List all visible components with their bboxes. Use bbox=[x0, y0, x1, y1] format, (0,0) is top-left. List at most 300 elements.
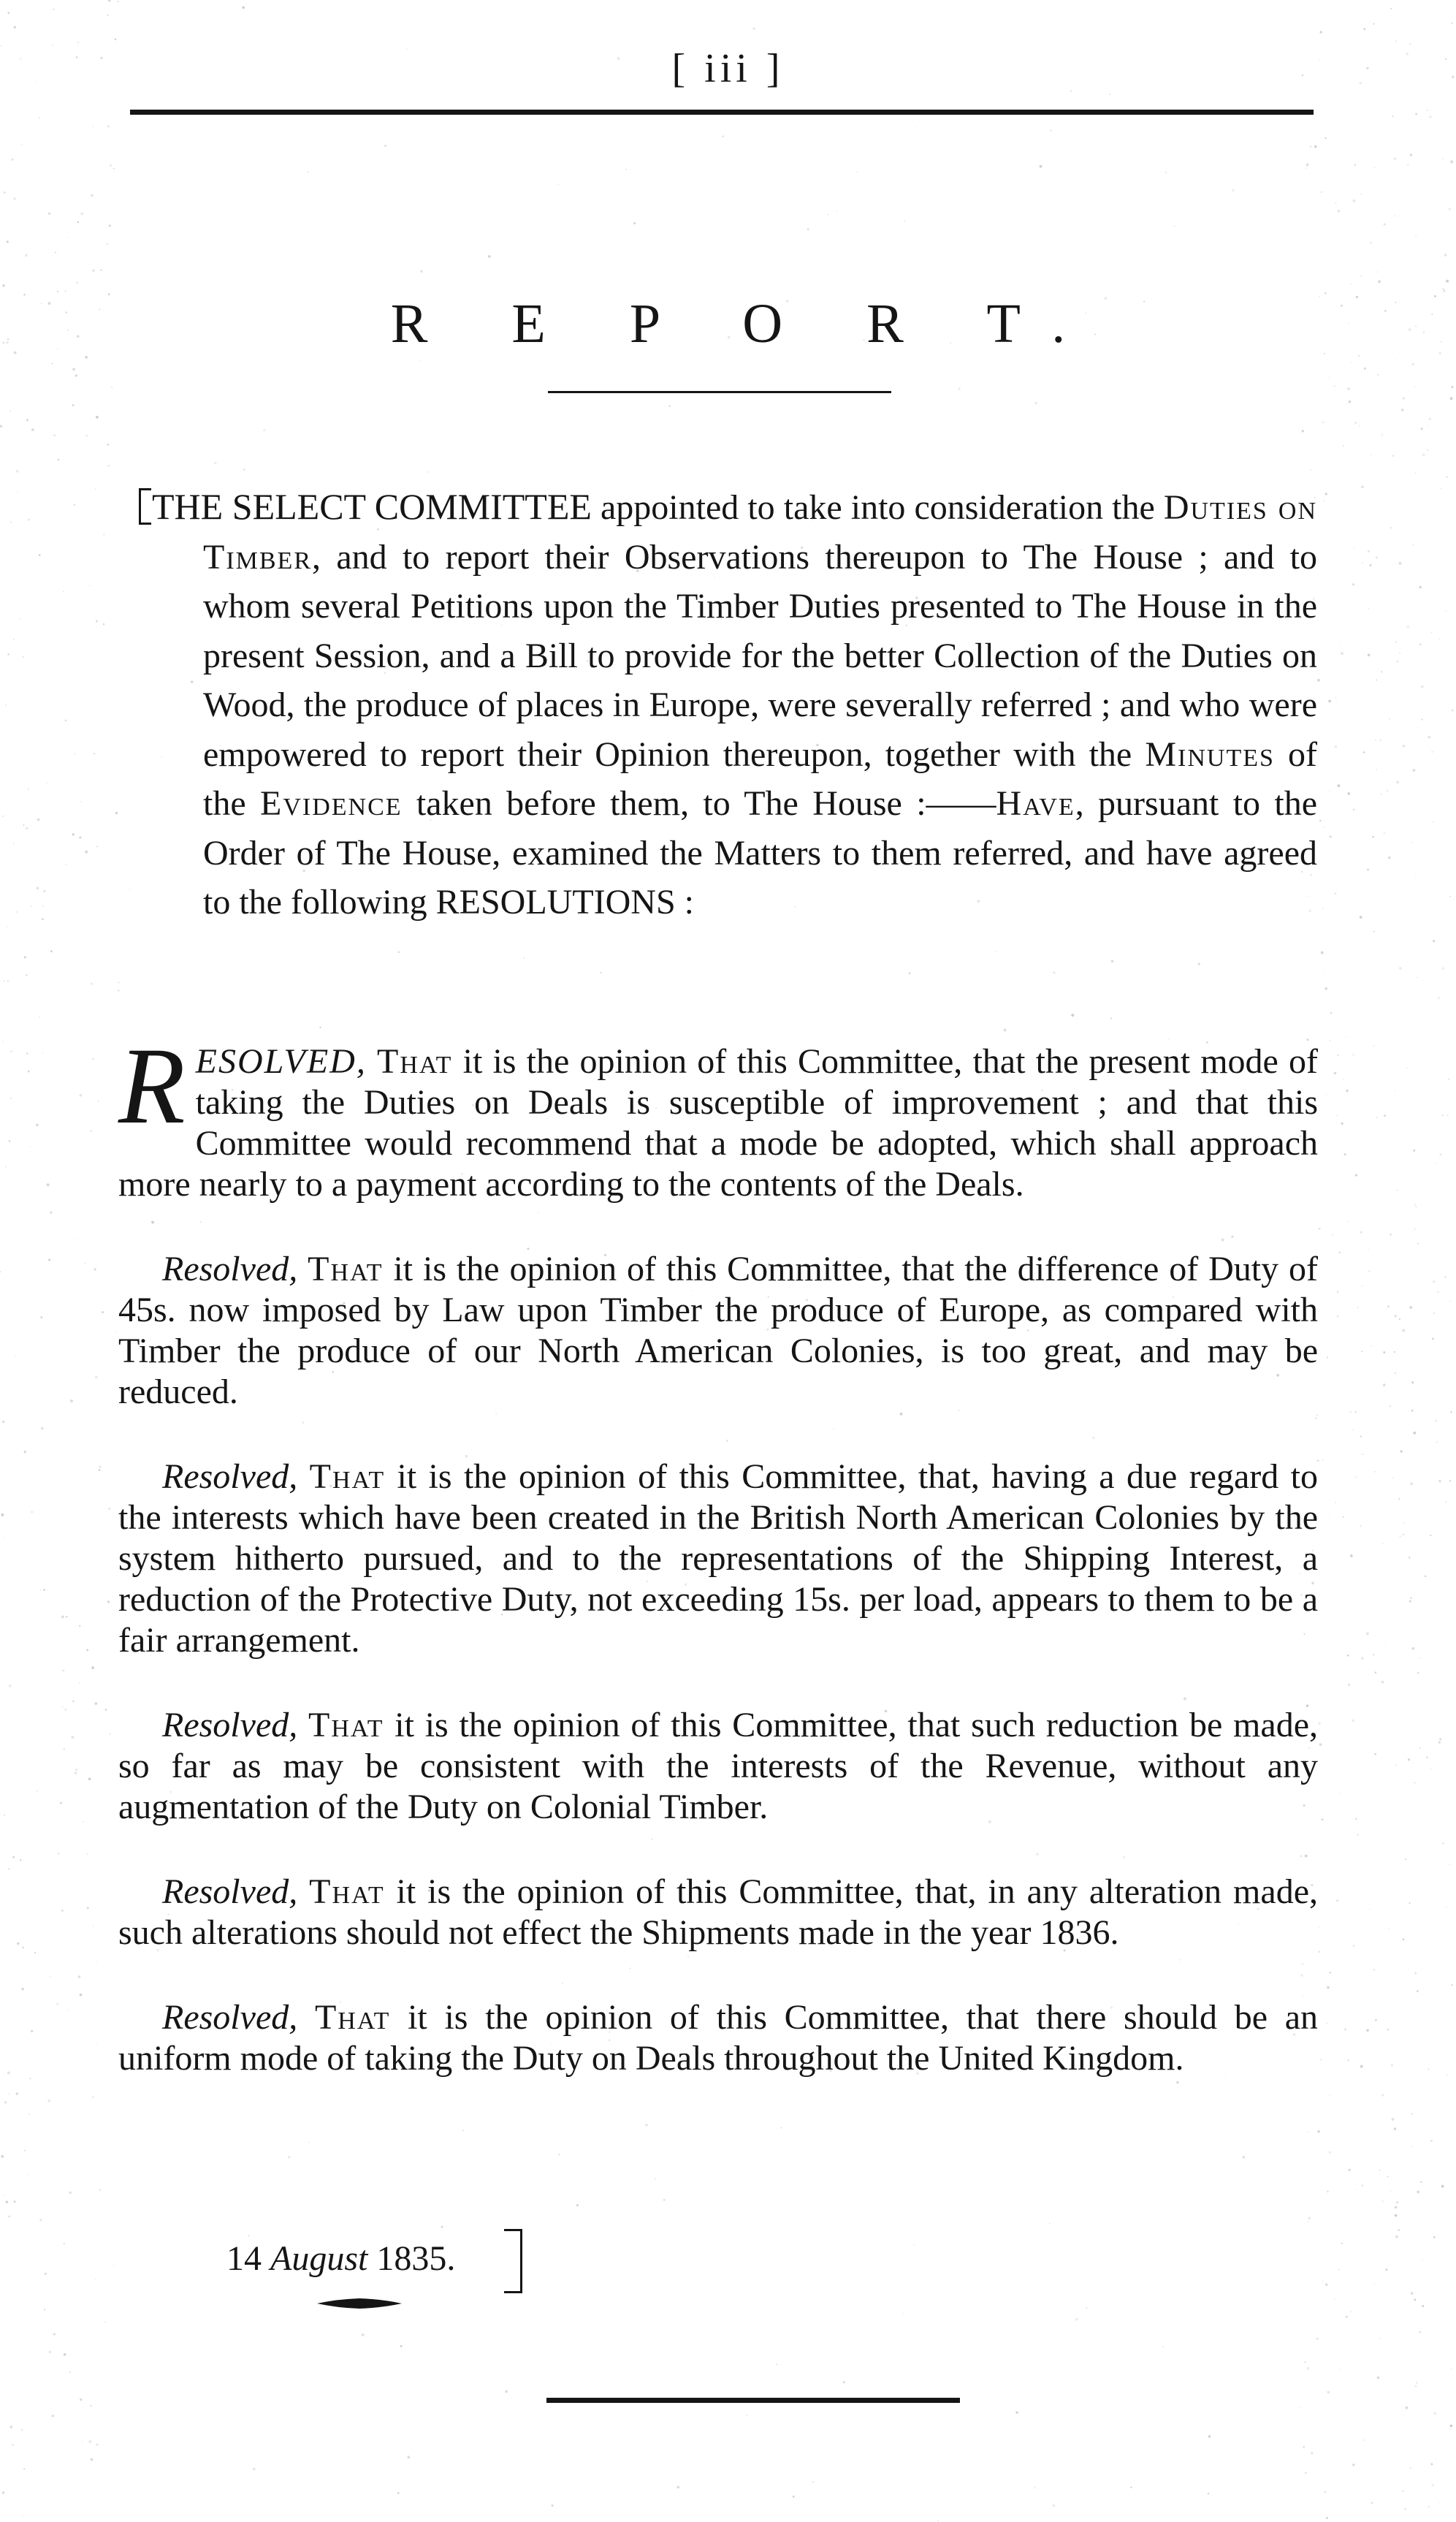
speckle-dot bbox=[1398, 2229, 1400, 2231]
speckle-dot bbox=[1450, 2425, 1453, 2428]
speckle-dot bbox=[39, 117, 40, 118]
speckle-dot bbox=[99, 2189, 101, 2190]
speckle-dot bbox=[1431, 751, 1433, 753]
speckle-dot bbox=[1384, 1114, 1386, 1117]
speckle-dot bbox=[21, 2429, 23, 2431]
speckle-dot bbox=[1392, 115, 1394, 117]
speckle-dot bbox=[24, 956, 26, 958]
speckle-dot bbox=[1403, 1522, 1405, 1524]
speckle-dot bbox=[116, 1332, 118, 1333]
speckle-dot bbox=[1340, 643, 1341, 644]
speckle-dot bbox=[1414, 1972, 1417, 1975]
speckle-dot bbox=[1318, 1951, 1320, 1953]
speckle-dot bbox=[51, 2415, 53, 2417]
speckle-dot bbox=[7, 653, 9, 656]
speckle-dot bbox=[1333, 385, 1335, 387]
speckle-dot bbox=[1356, 2189, 1357, 2190]
speckle-dot bbox=[1419, 643, 1422, 645]
speckle-dot bbox=[1390, 2191, 1391, 2192]
speckle-dot bbox=[362, 2333, 365, 2336]
speckle-dot bbox=[807, 228, 809, 230]
speckle-dot bbox=[66, 1616, 67, 1617]
speckle-dot bbox=[1053, 2504, 1055, 2507]
speckle-dot bbox=[1353, 809, 1354, 810]
speckle-dot bbox=[89, 2440, 92, 2443]
speckle-dot bbox=[1362, 562, 1363, 563]
speckle-dot bbox=[4, 981, 5, 982]
speckle-dot bbox=[625, 169, 626, 170]
speckle-dot bbox=[1352, 583, 1354, 585]
speckle-dot bbox=[1305, 2472, 1307, 2474]
speckle-dot bbox=[72, 1736, 75, 1739]
speckle-dot bbox=[77, 42, 79, 43]
speckle-dot bbox=[1308, 2217, 1311, 2219]
speckle-dot bbox=[248, 2235, 250, 2236]
speckle-dot bbox=[1352, 1054, 1354, 1056]
speckle-dot bbox=[43, 1589, 45, 1591]
speckle-dot bbox=[1, 1513, 4, 1516]
speckle-dot bbox=[1419, 586, 1422, 589]
speckle-dot bbox=[777, 2364, 778, 2366]
speckle-dot bbox=[0, 425, 2, 428]
speckle-dot bbox=[3, 1535, 4, 1537]
speckle-dot bbox=[53, 434, 56, 436]
speckle-dot bbox=[64, 1748, 65, 1750]
speckle-dot bbox=[1451, 386, 1453, 388]
speckle-dot bbox=[1375, 740, 1376, 741]
speckle-dot bbox=[1389, 718, 1390, 720]
speckle-dot bbox=[86, 435, 88, 437]
speckle-dot bbox=[26, 827, 28, 829]
speckle-dot bbox=[1346, 1036, 1347, 1038]
speckle-dot bbox=[1390, 8, 1392, 10]
speckle-dot bbox=[13, 843, 14, 844]
speckle-dot bbox=[1392, 2118, 1395, 2121]
speckle-dot bbox=[1348, 1684, 1350, 1686]
speckle-dot bbox=[29, 2078, 31, 2080]
speckle-dot bbox=[1448, 208, 1451, 211]
speckle-dot bbox=[72, 368, 75, 371]
speckle-dot bbox=[633, 222, 636, 224]
speckle-dot bbox=[1408, 1758, 1410, 1761]
speckle-dot bbox=[1341, 1123, 1343, 1125]
speckle-dot bbox=[1130, 2487, 1132, 2488]
speckle-dot bbox=[79, 836, 81, 838]
speckle-dot bbox=[781, 2127, 782, 2129]
speckle-dot bbox=[1395, 41, 1396, 42]
speckle-dot bbox=[1403, 398, 1405, 400]
speckle-dot bbox=[99, 1466, 101, 1467]
speckle-dot bbox=[408, 2455, 411, 2458]
speckle-dot bbox=[1337, 1291, 1338, 1293]
speckle-dot bbox=[308, 2142, 310, 2143]
speckle-dot bbox=[1322, 2281, 1323, 2282]
speckle-dot bbox=[1399, 1318, 1400, 1320]
speckle-dot bbox=[1444, 1276, 1446, 1277]
speckle-dot bbox=[10, 1050, 12, 1052]
speckle-dot bbox=[1322, 973, 1323, 974]
speckle-dot bbox=[1350, 1411, 1352, 1413]
speckle-dot bbox=[45, 2273, 47, 2275]
speckle-dot bbox=[1374, 167, 1376, 169]
speckle-dot bbox=[1337, 1315, 1339, 1318]
speckle-dot bbox=[13, 197, 16, 200]
speckle-dot bbox=[1400, 1450, 1403, 1452]
speckle-dot bbox=[1319, 1723, 1321, 1725]
speckle-dot bbox=[19, 618, 20, 620]
speckle-dot bbox=[1395, 1764, 1397, 1766]
speckle-dot bbox=[654, 2178, 655, 2179]
speckle-dot bbox=[1243, 2156, 1246, 2159]
speckle-dot bbox=[8, 1868, 9, 1869]
speckle-dot bbox=[93, 126, 94, 127]
resolution-text: it is the opinion of this Committee, that, in any alteration made, such alterations should not effect the Shipments made in the year 1836. bbox=[118, 1872, 1319, 1952]
speckle-dot bbox=[1450, 1301, 1452, 1302]
resolutions-list bbox=[118, 1025, 1319, 2123]
speckle-dot bbox=[903, 2313, 904, 2314]
speckle-dot bbox=[1341, 2242, 1343, 2244]
speckle-dot bbox=[13, 639, 15, 641]
speckle-dot bbox=[14, 26, 16, 29]
speckle-dot bbox=[1415, 113, 1417, 115]
speckle-dot bbox=[1368, 1270, 1370, 1272]
speckle-dot bbox=[1332, 1234, 1333, 1236]
speckle-dot bbox=[74, 504, 76, 506]
speckle-dot bbox=[22, 2515, 23, 2517]
speckle-dot bbox=[1449, 896, 1451, 897]
speckle-dot bbox=[55, 251, 56, 253]
speckle-dot bbox=[1363, 28, 1365, 30]
speckle-dot bbox=[1409, 1557, 1411, 1559]
resolution-that: That bbox=[309, 1457, 386, 1496]
speckle-dot bbox=[1328, 699, 1331, 702]
speckle-dot bbox=[1433, 1313, 1435, 1314]
speckle-dot bbox=[37, 887, 39, 890]
speckle-dot bbox=[1448, 1078, 1450, 1080]
speckle-dot bbox=[9, 1140, 11, 1142]
speckle-dot bbox=[1308, 2221, 1309, 2222]
speckle-dot bbox=[1344, 2029, 1346, 2030]
speckle-dot bbox=[663, 2199, 666, 2201]
resolution-label: Resolved, bbox=[162, 1998, 298, 2037]
speckle-dot bbox=[1387, 1306, 1390, 1308]
speckle-dot bbox=[1419, 2331, 1420, 2333]
speckle-dot bbox=[1357, 1462, 1358, 1463]
speckle-dot bbox=[77, 221, 80, 224]
speckle-dot bbox=[1430, 1768, 1432, 1769]
speckle-dot bbox=[42, 905, 44, 907]
intro-text-5: , pursuant to the Order of The House, examined the Matters to them referred, and have agreed to the following RESOLUTIONS : bbox=[203, 784, 1318, 922]
speckle-dot bbox=[1446, 280, 1449, 283]
speckle-dot bbox=[21, 144, 23, 145]
speckle-dot bbox=[1377, 271, 1378, 272]
speckle-dot bbox=[1364, 368, 1366, 370]
speckle-dot bbox=[427, 471, 428, 473]
speckle-dot bbox=[77, 282, 78, 284]
speckle-dot bbox=[113, 167, 115, 169]
speckle-dot bbox=[14, 2200, 16, 2203]
speckle-dot bbox=[1411, 1597, 1412, 1598]
speckle-dot bbox=[1414, 1782, 1416, 1784]
speckle-dot bbox=[1322, 1818, 1324, 1820]
speckle-dot bbox=[103, 623, 104, 625]
speckle-dot bbox=[1441, 1114, 1444, 1117]
speckle-dot bbox=[91, 983, 93, 985]
resolution-2 bbox=[118, 1249, 1318, 1413]
speckle-dot bbox=[1405, 2508, 1406, 2510]
speckle-dot bbox=[996, 952, 998, 953]
intro-evidence-word: Evidence bbox=[260, 784, 403, 823]
speckle-dot bbox=[1354, 164, 1356, 166]
speckle-dot bbox=[937, 2520, 939, 2521]
speckle-dot bbox=[1412, 1647, 1414, 1649]
intro-paragraph bbox=[152, 482, 1317, 927]
speckle-dot bbox=[1232, 189, 1235, 192]
speckle-dot bbox=[62, 1670, 64, 1672]
speckle-dot bbox=[1419, 1747, 1421, 1749]
speckle-dot bbox=[22, 1947, 23, 1948]
speckle-dot bbox=[72, 404, 75, 406]
speckle-dot bbox=[524, 958, 525, 959]
speckle-dot bbox=[1421, 685, 1424, 688]
speckle-dot bbox=[1360, 2065, 1363, 2068]
speckle-dot bbox=[1417, 1672, 1419, 1674]
speckle-dot bbox=[58, 1853, 60, 1855]
intro-lead: THE SELECT COMMITTEE bbox=[152, 486, 592, 527]
speckle-dot bbox=[1326, 2517, 1328, 2519]
speckle-dot bbox=[1324, 137, 1327, 140]
speckle-dot bbox=[1447, 1114, 1449, 1116]
speckle-dot bbox=[1406, 1067, 1408, 1068]
speckle-dot bbox=[214, 462, 216, 464]
speckle-dot bbox=[420, 270, 423, 273]
speckle-dot bbox=[1354, 1411, 1357, 1413]
speckle-dot bbox=[1306, 167, 1307, 169]
speckle-dot bbox=[1410, 2467, 1411, 2469]
speckle-dot bbox=[93, 1925, 94, 1926]
intro-have-word: Have bbox=[996, 784, 1075, 823]
speckle-dot bbox=[1435, 1163, 1436, 1164]
speckle-dot bbox=[1324, 2491, 1327, 2493]
speckle-dot bbox=[75, 1771, 77, 1774]
speckle-dot bbox=[1374, 1471, 1376, 1473]
speckle-dot bbox=[1438, 997, 1440, 999]
speckle-dot bbox=[1384, 1642, 1385, 1643]
speckle-dot bbox=[1399, 967, 1402, 970]
speckle-dot bbox=[28, 1071, 30, 1073]
speckle-dot bbox=[113, 720, 115, 721]
speckle-dot bbox=[80, 1994, 83, 1997]
speckle-dot bbox=[1392, 455, 1395, 457]
speckle-dot bbox=[10, 521, 12, 523]
resolution-amount: 45s. bbox=[118, 1291, 176, 1329]
speckle-dot bbox=[1414, 386, 1415, 387]
speckle-dot bbox=[1369, 564, 1371, 566]
speckle-dot bbox=[7, 12, 9, 14]
speckle-dot bbox=[1329, 1972, 1331, 1974]
date-day: 14 bbox=[226, 2239, 262, 2278]
speckle-dot bbox=[79, 1682, 80, 1684]
speckle-dot bbox=[1422, 718, 1423, 720]
speckle-dot bbox=[1452, 1984, 1453, 1986]
speckle-dot bbox=[645, 2124, 648, 2127]
speckle-dot bbox=[118, 1, 119, 2]
speckle-dot bbox=[1415, 236, 1416, 237]
speckle-dot bbox=[1449, 1864, 1450, 1865]
speckle-dot bbox=[56, 2003, 58, 2005]
speckle-dot bbox=[1348, 1221, 1349, 1223]
speckle-dot bbox=[551, 2504, 553, 2507]
speckle-dot bbox=[1353, 200, 1356, 202]
speckle-dot bbox=[1317, 2130, 1319, 2132]
speckle-dot bbox=[1321, 191, 1323, 193]
speckle-dot bbox=[66, 864, 67, 865]
speckle-dot bbox=[1316, 2338, 1319, 2340]
speckle-dot bbox=[1411, 1410, 1414, 1412]
speckle-dot bbox=[110, 164, 112, 167]
speckle-dot bbox=[79, 1625, 81, 1627]
speckle-dot bbox=[109, 1733, 110, 1735]
speckle-dot bbox=[1367, 869, 1369, 871]
speckle-dot bbox=[1015, 2412, 1018, 2415]
speckle-dot bbox=[1360, 916, 1362, 919]
speckle-dot bbox=[52, 363, 53, 365]
speckle-dot bbox=[107, 1600, 110, 1603]
speckle-dot bbox=[1208, 2493, 1210, 2495]
speckle-dot bbox=[1372, 836, 1374, 838]
speckle-dot bbox=[0, 1271, 1, 1272]
speckle-dot bbox=[1417, 977, 1418, 978]
speckle-dot bbox=[4, 1815, 5, 1816]
speckle-dot bbox=[1392, 1477, 1393, 1478]
speckle-dot bbox=[1303, 2446, 1305, 2447]
speckle-dot bbox=[1402, 1533, 1404, 1535]
speckle-dot bbox=[1363, 2439, 1365, 2441]
speckle-dot bbox=[1420, 428, 1422, 430]
speckle-dot bbox=[28, 519, 30, 521]
speckle-dot bbox=[62, 1706, 63, 1707]
speckle-dot bbox=[1400, 1535, 1401, 1537]
speckle-dot bbox=[1, 2155, 4, 2158]
speckle-dot bbox=[1439, 1480, 1441, 1482]
speckle-dot bbox=[1441, 2185, 1444, 2188]
resolution-text-b: per load, appears to them to be a fair arrangement. bbox=[118, 1580, 1319, 1660]
speckle-dot bbox=[1407, 626, 1410, 628]
speckle-dot bbox=[1162, 2346, 1164, 2347]
speckle-dot bbox=[1376, 680, 1377, 681]
speckle-dot bbox=[1322, 908, 1324, 909]
speckle-dot bbox=[1338, 2269, 1340, 2271]
speckle-dot bbox=[28, 2113, 30, 2115]
speckle-dot bbox=[1411, 842, 1412, 843]
speckle-dot bbox=[1427, 449, 1428, 451]
speckle-dot bbox=[1409, 1902, 1410, 1904]
speckle-dot bbox=[9, 2426, 12, 2428]
speckle-dot bbox=[1417, 2190, 1419, 2193]
speckle-dot bbox=[111, 387, 113, 388]
speckle-dot bbox=[46, 783, 47, 784]
speckle-dot bbox=[1436, 1420, 1437, 1421]
speckle-dot bbox=[1306, 1038, 1308, 1041]
resolution-label: Resolved, bbox=[162, 1872, 298, 1911]
speckle-dot bbox=[94, 1268, 96, 1270]
speckle-dot bbox=[1336, 1899, 1338, 1902]
speckle-dot bbox=[1362, 1454, 1363, 1455]
speckle-dot bbox=[1452, 23, 1453, 24]
speckle-dot bbox=[1324, 500, 1325, 501]
speckle-dot bbox=[1323, 827, 1324, 828]
speckle-dot bbox=[95, 1376, 98, 1379]
speckle-dot bbox=[39, 554, 41, 556]
speckle-dot bbox=[1433, 821, 1434, 823]
speckle-dot bbox=[20, 1859, 21, 1861]
speckle-dot bbox=[65, 720, 67, 722]
speckle-dot bbox=[23, 824, 24, 826]
speckle-dot bbox=[288, 2156, 290, 2158]
speckle-dot bbox=[1379, 740, 1381, 742]
speckle-dot bbox=[1428, 2068, 1430, 2070]
speckle-dot bbox=[70, 1399, 73, 1402]
resolution-label: Resolved, bbox=[162, 1706, 298, 1744]
speckle-dot bbox=[92, 2097, 94, 2098]
speckle-dot bbox=[722, 135, 724, 137]
speckle-dot bbox=[1307, 2367, 1310, 2370]
speckle-dot bbox=[80, 1094, 82, 1096]
speckle-dot bbox=[1433, 1280, 1435, 1283]
speckle-dot bbox=[1398, 1497, 1400, 1500]
speckle-dot bbox=[72, 833, 75, 835]
speckle-dot bbox=[1352, 2464, 1354, 2466]
speckle-dot bbox=[576, 2204, 579, 2206]
speckle-dot bbox=[1348, 792, 1351, 795]
speckle-dot bbox=[1401, 409, 1404, 411]
speckle-dot bbox=[1368, 653, 1371, 656]
speckle-dot bbox=[107, 465, 110, 467]
speckle-dot bbox=[5, 704, 7, 707]
speckle-dot bbox=[11, 159, 14, 162]
speckle-dot bbox=[63, 1143, 64, 1144]
page-number: [ iii ] bbox=[671, 46, 785, 91]
speckle-dot bbox=[1450, 1411, 1452, 1413]
speckle-dot bbox=[668, 405, 671, 407]
speckle-dot bbox=[1403, 745, 1405, 747]
speckle-dot bbox=[1346, 1090, 1349, 1092]
speckle-dot bbox=[103, 533, 104, 535]
resolution-text: it is the opinion of this Committee, that such reduction be made, so far as may be consistent with the interests of the Revenue, without any augmentation of the Duty on Colonial Timber. bbox=[118, 1706, 1319, 1826]
resolution-5 bbox=[118, 1872, 1318, 1953]
speckle-dot bbox=[60, 1802, 62, 1804]
speckle-dot bbox=[4, 191, 5, 193]
speckle-dot bbox=[505, 2390, 508, 2393]
speckle-dot bbox=[94, 753, 96, 755]
speckle-dot bbox=[1411, 1381, 1414, 1383]
speckle-dot bbox=[857, 171, 858, 172]
speckle-dot bbox=[1441, 967, 1444, 970]
speckle-dot bbox=[1349, 400, 1352, 403]
speckle-dot bbox=[1377, 2377, 1380, 2379]
speckle-dot bbox=[1347, 1655, 1349, 1657]
speckle-dot bbox=[1330, 835, 1332, 837]
speckle-dot bbox=[115, 812, 118, 814]
speckle-dot bbox=[1363, 751, 1365, 753]
speckle-dot bbox=[90, 2405, 91, 2407]
speckle-dot bbox=[1440, 1154, 1442, 1156]
speckle-dot bbox=[64, 1709, 66, 1711]
speckle-dot bbox=[91, 2458, 94, 2461]
speckle-dot bbox=[1371, 2502, 1373, 2504]
speckle-dot bbox=[1389, 1928, 1390, 1929]
speckle-dot bbox=[1438, 1741, 1441, 1744]
